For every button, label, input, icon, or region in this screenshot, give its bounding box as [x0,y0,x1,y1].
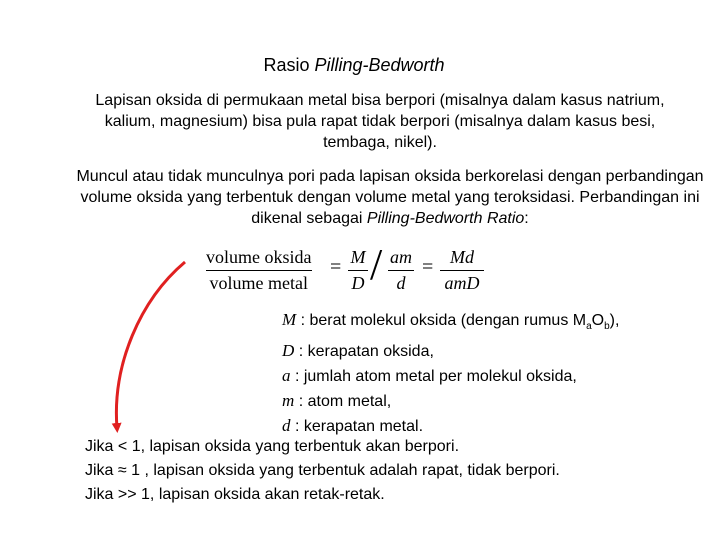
symbol: D [282,341,295,361]
ratio-paragraph-end: : [524,210,529,227]
definition-text: : kerapatan oksida, [294,343,434,361]
subscript-a: a [586,321,592,333]
fraction-bar [348,270,368,271]
denominator-D: D [351,273,365,293]
equals-sign-1: = [330,256,342,278]
subscript-b: b [604,321,610,333]
title-italic: Pilling-Bedworth [314,55,445,75]
fraction-bar [440,270,484,271]
volume-metal-label: volume metal [209,273,308,293]
oxygen-symbol: O [591,312,605,329]
volume-fraction [206,247,312,294]
definition-text: : kerapatan metal. [290,418,424,436]
symbol-definitions [282,308,619,439]
symbol: m [282,391,295,411]
definition-item [282,308,619,339]
page-title [0,55,708,76]
ratio-name: Pilling-Bedworth Ratio [366,210,525,227]
am-over-d-fraction [388,247,414,294]
definition-text: : atom metal, [294,393,392,411]
volume-oksida-label: volume oksida [206,247,312,267]
numerator-am: am [390,247,412,267]
definition-text: : berat molekul oksida (dengan rumus M [296,312,587,329]
symbol: d [282,416,291,436]
division-slash: / [370,240,383,289]
definition-item [282,389,619,414]
numerator-M: M [350,247,366,267]
pilling-bedworth-formula [198,241,498,301]
fraction-bar [206,270,312,271]
symbol: a [282,366,291,386]
fraction-bar [388,270,414,271]
definition-item [282,339,619,364]
equals-sign-2: = [422,256,434,278]
ratio-conclusions [85,435,560,507]
ratio-paragraph-text: Muncul atau tidak munculnya pori pada lapisan oksida berkorelasi dengan perbandingan volume oksida yang terbentuk dengan volume metal yang teroksidasi. Perbandingan ini dikenal sebagai [76,168,704,227]
arrow-curve [116,262,185,428]
symbol: M [282,310,297,329]
denominator-amD: amD [444,273,480,293]
numerator-Md: Md [450,247,474,267]
denominator-d: d [396,273,406,293]
definition-text: : jumlah atom metal per molekul oksida, [290,368,577,386]
ratio-paragraph [70,166,710,229]
title-prefix: Rasio [263,55,315,75]
definition-end: ), [609,312,620,329]
intro-paragraph: Lapisan oksida di permukaan metal bisa berpori (misalnya dalam kasus natrium, kalium, magnesium) bisa pula rapat tidak berpori (misalnya dalam kasus besi, tembaga, nikel). [95,92,665,151]
conclusion-line: Jika >> 1, lapisan oksida akan retak-retak. [85,486,385,503]
conclusion-line: Jika < 1, lapisan oksida yang terbentuk akan berpori. [85,438,460,455]
m-over-d-fraction [348,247,368,294]
definition-item [282,364,619,389]
conclusion-line: Jika ≈ 1 , lapisan oksida yang terbentuk adalah rapat, tidak berpori. [85,462,560,479]
md-over-amd-fraction [440,247,484,294]
